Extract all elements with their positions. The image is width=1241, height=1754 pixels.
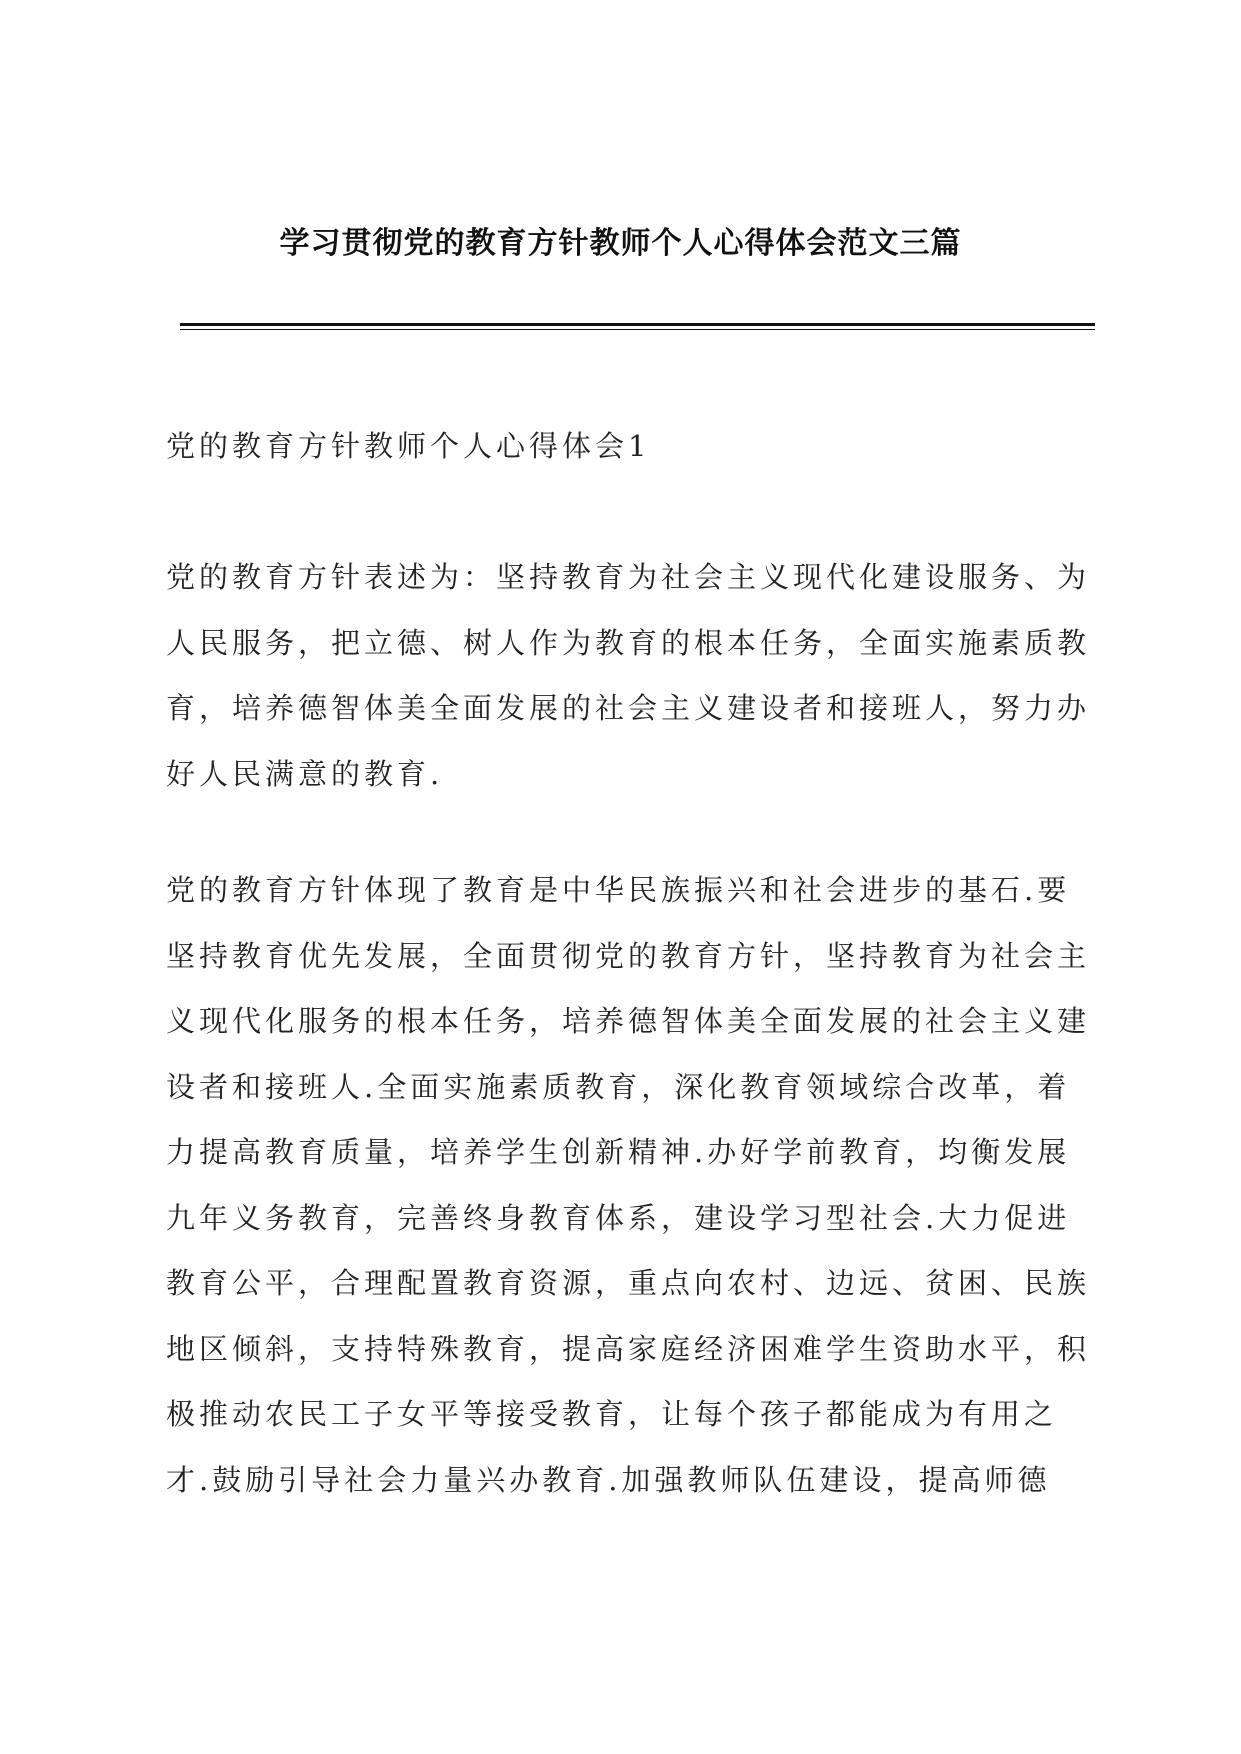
paragraph: 党的教育方针体现了教育是中华民族振兴和社会进步的基石.要坚持教育优先发展，全面贯彻党的教育方针，坚持教育为社会主义现代化服务的根本任务，培养德智体美全面发展的社会主义建设者和接班人.全面实施素质教育，深化教育领域综合改革，着力提高教育质量，培养学生创新精神.办好学前教育，均衡发展九年义务教育，完善终身教育体系，建设学习型社会.大力促进教育公平，合理配置教育资源，重点向农村、边远、贫困、民族地区倾斜，支持特殊教育，提高家庭经济困难学生资助水平，积极推动农民工子女平等接受教育，让每个孩子都能成为有用之才.鼓励引导社会力量兴办教育.加强教师队伍建设，提高师德 (166, 873, 1091, 1497)
title-divider-thick (180, 323, 1095, 326)
title-divider-thin (180, 329, 1095, 330)
paragraph: 党的教育方针表述为：坚持教育为社会主义现代化建设服务、为人民服务，把立德、树人作为教育的根本任务，全面实施素质教育，培养德智体美全面发展的社会主义建设者和接班人，努力办好人民满意的教育. (166, 560, 1091, 791)
section-heading: 党的教育方针教师个人心得体会1 (166, 429, 651, 463)
document-title: 学习贯彻党的教育方针教师个人心得体会范文三篇 (279, 226, 962, 261)
